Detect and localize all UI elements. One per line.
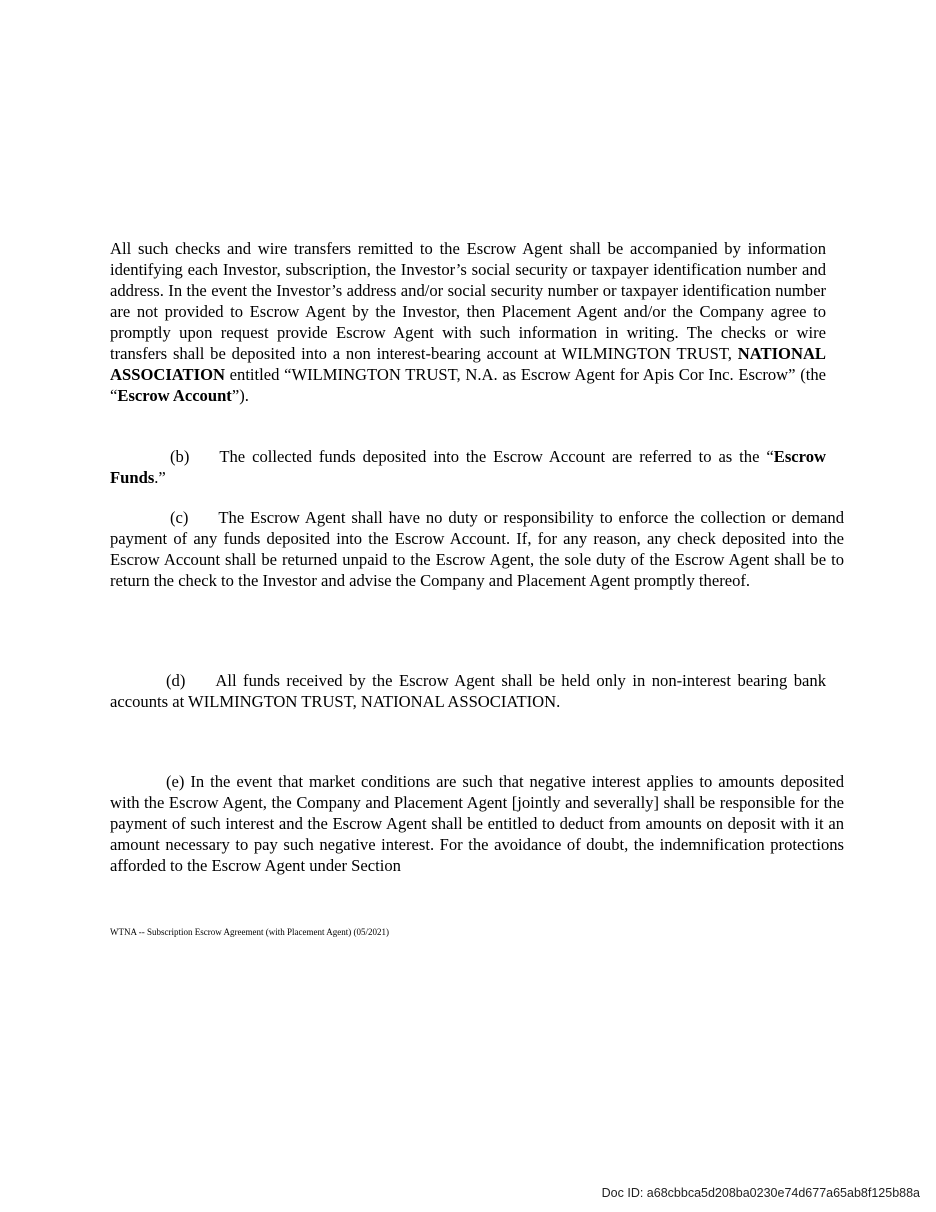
paragraph-e bbox=[110, 771, 844, 876]
paragraph-b-label: (b) bbox=[170, 447, 190, 466]
paragraph-a-text-2: entitled “WILMINGTON TRUST, N.A. as Escrow Agent for Apis Cor Inc. Escrow” (the “ bbox=[110, 365, 826, 405]
paragraph-a bbox=[110, 238, 826, 406]
paragraph-c bbox=[110, 507, 844, 591]
paragraph-a-bold-national-association: NATIONAL ASSOCIATION bbox=[110, 344, 826, 384]
paragraph-d bbox=[110, 670, 826, 712]
doc-id: Doc ID: a68cbbca5d208ba0230e74d677a65ab8f125b88a bbox=[601, 1186, 920, 1200]
paragraph-a-text-1: All such checks and wire transfers remitted to the Escrow Agent shall be accompanied by information identifying each Investor, subscription, the Investor’s social security or taxpayer identification number and address. In the event the Investor’s address and/or social security number or taxpayer identification number are not provided to Escrow Agent by the Investor, then Placement Agent and/or the Company agree to promptly upon request provide Escrow Agent with such information in writing. The checks or wire transfers shall be deposited into a non interest-bearing account at WILMINGTON TRUST, bbox=[110, 239, 826, 363]
paragraph-c-text: The Escrow Agent shall have no duty or responsibility to enforce the collection or demand payment of any funds deposited into the Escrow Account. If, for any reason, any check deposited into the Escrow Account shall be returned unpaid to the Escrow Agent, the sole duty of the Escrow Agent shall be to return the check to the Investor and advise the Company and Placement Agent promptly thereof. bbox=[110, 508, 844, 590]
paragraph-b bbox=[110, 446, 826, 488]
paragraph-e-label: (e) bbox=[166, 772, 185, 791]
paragraph-c-label: (c) bbox=[170, 508, 189, 527]
paragraph-b-end: .” bbox=[154, 468, 166, 487]
page-footer: WTNA -- Subscription Escrow Agreement (with Placement Agent) (05/2021) bbox=[110, 927, 389, 937]
escrow-funds-term: Escrow Funds bbox=[110, 447, 826, 487]
paragraph-d-text: All funds received by the Escrow Agent shall be held only in non-interest bearing bank accounts at WILMINGTON TRUST, NATIONAL ASSOCIATION. bbox=[110, 671, 826, 711]
paragraph-a-text-3: ”). bbox=[231, 386, 249, 405]
paragraph-d-label: (d) bbox=[166, 671, 186, 690]
escrow-account-term: Escrow Account bbox=[117, 386, 232, 405]
paragraph-e-text: In the event that market conditions are such that negative interest applies to amounts deposited with the Escrow Agent, the Company and Placement Agent [jointly and severally] shall be responsible for the payment of such interest and the Escrow Agent shall be entitled to deduct from amounts on deposit with it an amount necessary to pay such negative interest. For the avoidance of doubt, the indemnification protections afforded to the Escrow Agent under Section bbox=[110, 772, 844, 875]
paragraph-b-text: The collected funds deposited into the Escrow Account are referred to as the “ bbox=[219, 447, 774, 466]
